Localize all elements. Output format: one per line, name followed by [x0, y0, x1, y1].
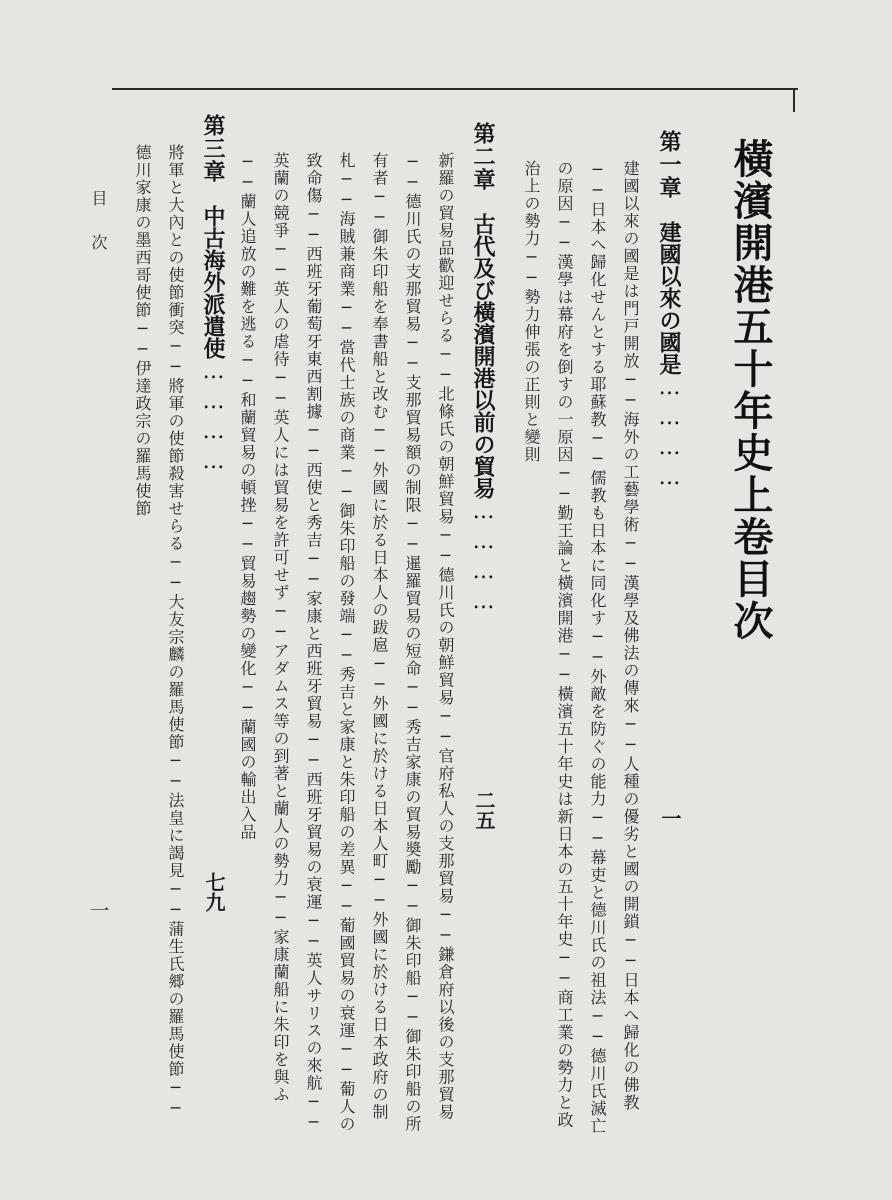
chapter-2-line-5: 致命傷──西班牙葡萄牙東西割據──西使と秀吉──家康と西班牙貿易──西班牙貿易の衰運──英人サリスの來航──	[304, 152, 323, 1133]
chapter-3-line-2: 德川家康の墨西哥使節──伊達政宗の羅馬使節	[133, 144, 152, 518]
running-head: 目次	[89, 190, 108, 278]
chapter-1-line-2: ──日本へ歸化せんとする耶蘇教──儒教も日本に同化す──外敵を防ぐの能力──幕吏と德川氏の祖法──德川氏滅亡	[588, 160, 607, 1135]
chapter-1-page: 一	[658, 808, 682, 828]
chapter-2-line-3: 有者──御朱印船を奉書船と改む──外國に於る日本人の跋扈──外國に於ける日本人町──外國に於ける日本政府の制	[370, 152, 389, 1121]
chapter-1-heading[interactable]	[658, 130, 680, 495]
chapter-2-leader: …………	[471, 499, 496, 619]
chapter-2-page: 二五	[472, 790, 496, 830]
chapter-3-leader: …………	[201, 359, 226, 479]
chapter-1-label: 第一章	[656, 130, 682, 199]
chapter-1-line-1: 建國以來の國是は門戸開放──海外の工藝學術──漢學及佛法の傳來──人種の優劣と國の開鎖──日本へ歸化の佛教	[621, 160, 640, 1112]
chapter-1-line-3: の原因──漢學は幕府を倒すの一原因──勤王論と橫濱開港──橫濱五十年史は新日本の五十年史──商工業の勢力と政	[555, 160, 574, 1129]
chapter-2-line-1: 新羅の貿易品歡迎せらる──北條氏の朝鮮貿易──德川氏の朝鮮貿易──官府私人の支那貿易──鎌倉府以後の支那貿易	[436, 152, 455, 1121]
page-title: 橫濱開港五十年史上卷目次	[727, 138, 774, 642]
chapter-2-heading[interactable]	[472, 122, 494, 619]
chapter-3-line-1: 將軍と大內との使節衝突──將軍の使節殺害せらる──大友宗麟の羅馬使節──法皇に謁見──蒲生氏郷の羅馬使節──	[166, 144, 185, 1119]
chapter-3-heading[interactable]	[202, 114, 224, 479]
chapter-1-title: 建國以來の國是	[656, 221, 682, 375]
chapter-2-line-4: 札──海賊兼商業──當代士族の商業──御朱印船の發端──秀吉と家康と朱印船の差異──葡國貿易の衰運──葡人の	[337, 152, 356, 1133]
chapter-3-page: 七九	[202, 872, 226, 912]
page-folio: 一	[86, 900, 110, 920]
top-rule	[112, 88, 798, 90]
chapter-2-label: 第二章	[470, 122, 496, 191]
chapter-2-line-6: 英蘭の競爭──英人の虐待──英人には貿易を許可せず──アダムス等の到著と蘭人の勢力──家康蘭船に朱印を與ふ	[271, 152, 290, 1104]
chapter-2-line-7: ──蘭人追放の難を逃る──和蘭貿易の頓挫──貿易趨勢の變化──蘭國の輸出入品	[238, 152, 257, 841]
chapter-2-line-2: ──德川氏の支那貿易──支那貿易額の制限──暹羅貿易の短命──秀吉家康の貿易奬勵──御朱印船──御朱印船の所	[403, 152, 422, 1133]
chapter-2-title: 古代及び橫濱開港以前の貿易	[470, 213, 496, 499]
column-rule	[793, 88, 795, 112]
chapter-1-leader: …………	[657, 375, 682, 495]
chapter-3-title: 中古海外派遣使	[200, 205, 226, 359]
chapter-1-line-4: 治上の勢力──勢力伸張の正則と變則	[522, 160, 541, 464]
chapter-3-label: 第三章	[200, 114, 226, 183]
